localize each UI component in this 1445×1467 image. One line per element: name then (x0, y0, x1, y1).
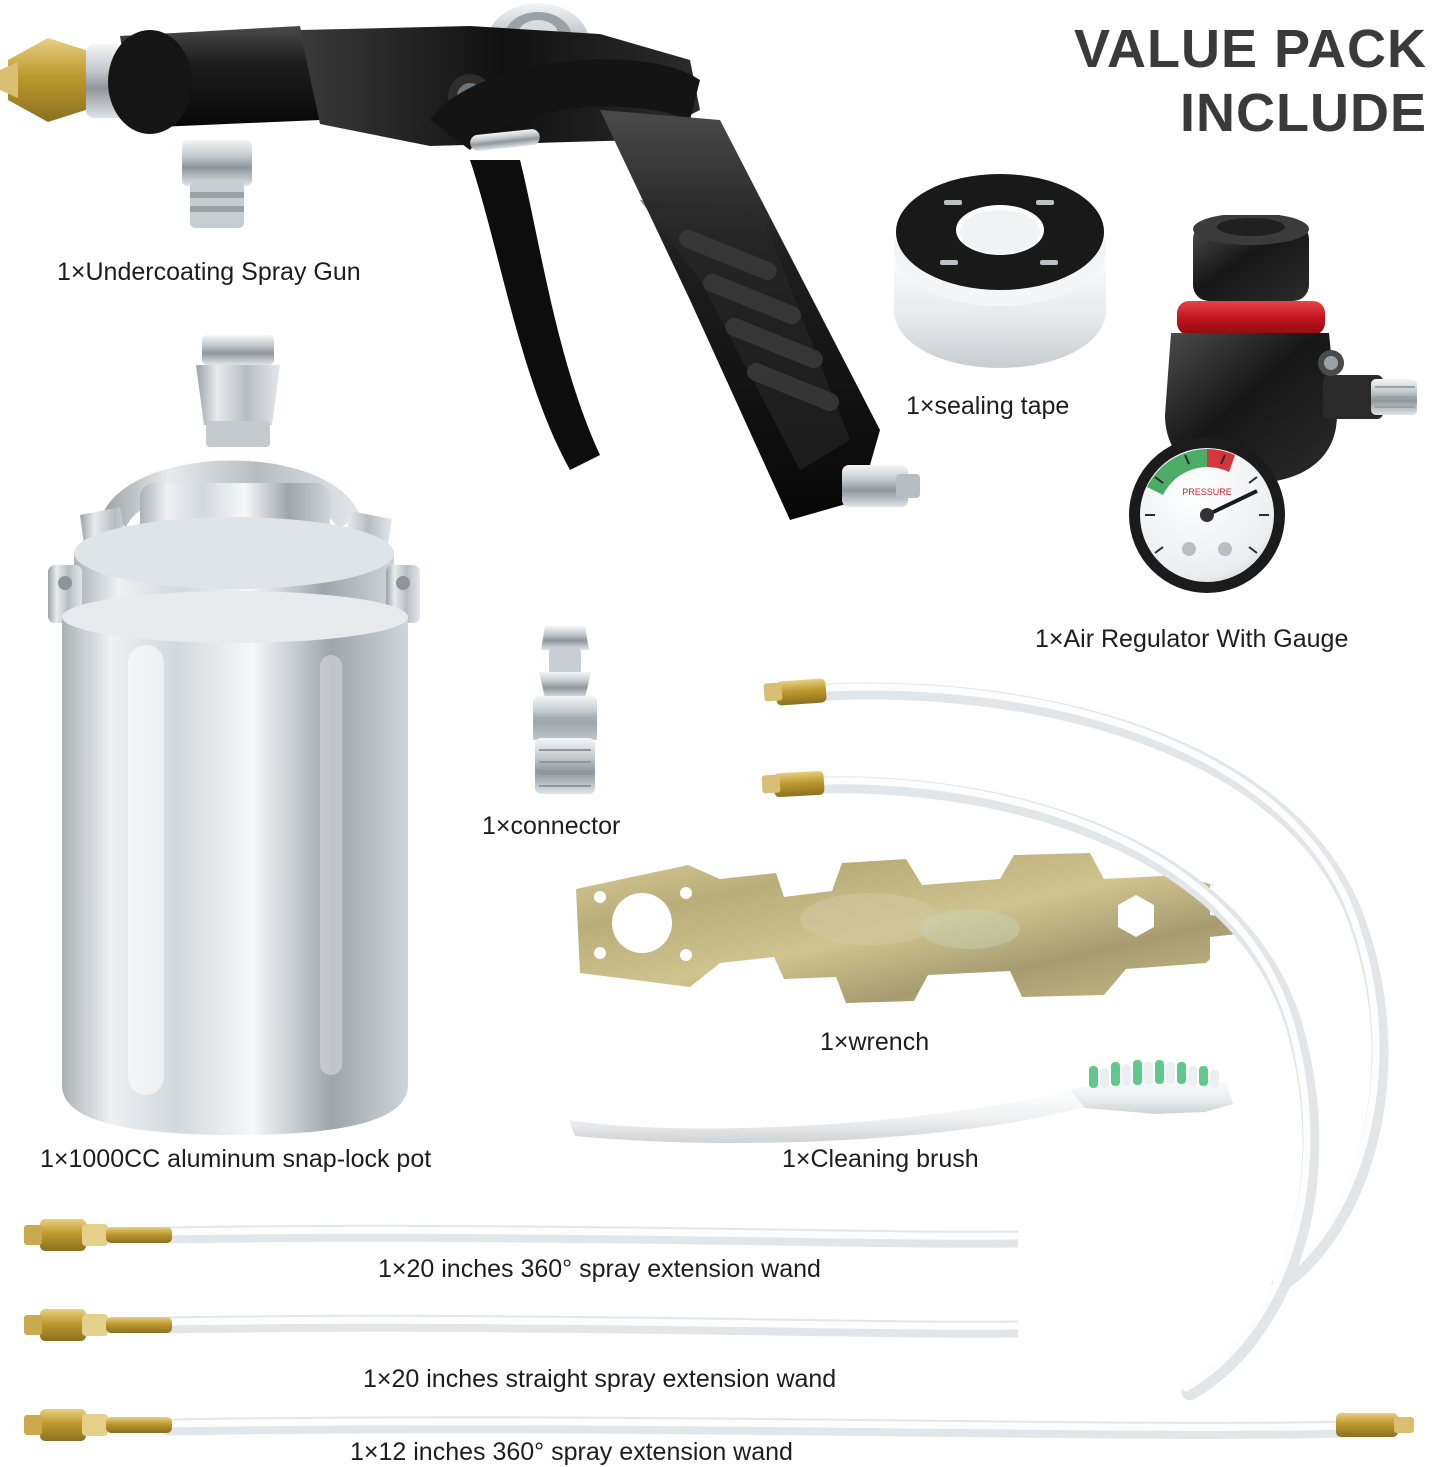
caption-wand-20-straight: 1×20 inches straight spray extension wand (363, 1365, 837, 1393)
pot-body (62, 615, 408, 1135)
caption-wrench: 1×wrench (820, 1028, 930, 1056)
caption-connector: 1×connector (482, 812, 621, 840)
sealing-tape-image (880, 160, 1120, 390)
connector-image (505, 620, 625, 810)
wand-straight-image-2 (18, 1295, 1018, 1355)
page-title (1074, 18, 1427, 145)
caption-spray-gun: 1×Undercoating Spray Gun (57, 258, 361, 286)
wrench-round-hole (612, 893, 672, 953)
fluid-inlet (190, 182, 244, 228)
air-regulator-image (1085, 215, 1435, 605)
caption-wand-20-360: 1×20 inches 360° spray extension wand (378, 1255, 821, 1283)
caption-cleaning-brush: 1×Cleaning brush (782, 1145, 979, 1173)
caption-aluminum-pot: 1×1000CC aluminum snap-lock pot (40, 1145, 432, 1173)
wand-brass-tip (1336, 1413, 1398, 1437)
wand-nut (40, 1309, 86, 1341)
aluminum-pot-image (20, 315, 450, 1145)
caption-air-regulator: 1×Air Regulator With Gauge (1035, 625, 1349, 653)
wand-brass-tip (775, 678, 827, 705)
trigger (470, 160, 600, 470)
wand-nut (40, 1409, 86, 1441)
nozzle-tip (8, 38, 92, 122)
page-title-line1: VALUE PACK (1073, 19, 1427, 79)
wand-brass-tip (773, 771, 824, 798)
pot-fitting (196, 365, 280, 425)
caption-wand-12-360: 1×12 inches 360° spray extension wand (350, 1438, 793, 1466)
gauge-label: PRESSURE (1182, 487, 1232, 497)
page-title-line2: INCLUDE (1180, 82, 1427, 143)
caption-sealing-tape: 1×sealing tape (906, 392, 1070, 420)
regulator-red-ring (1177, 301, 1325, 335)
wand-nut (40, 1219, 86, 1251)
